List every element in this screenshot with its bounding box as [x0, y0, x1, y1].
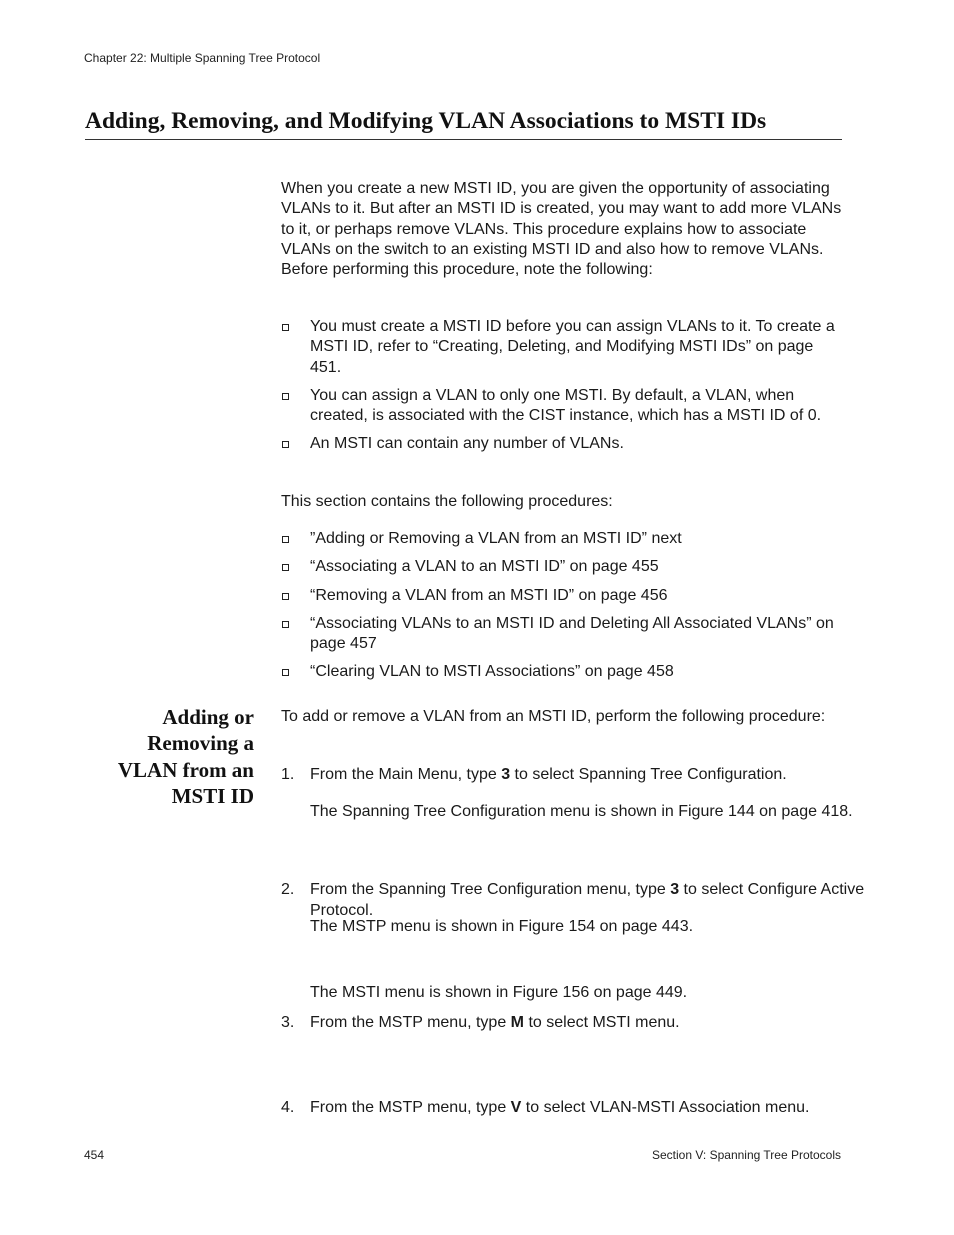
step-3-note: The MSTI menu is shown in Figure 156 on page 449.	[310, 984, 688, 1001]
footer-section: Section V: Spanning Tree Protocols	[652, 1148, 841, 1162]
subsection-intro-block	[281, 707, 843, 727]
intro-block	[281, 179, 843, 280]
step-4: 4. From the MSTP menu, type V to select VLAN-MSTI Association menu.	[281, 1099, 810, 1117]
step-2: 2. From the Spanning Tree Configuration menu, type 3 to select Configure Active Protocol.	[281, 881, 865, 919]
checkbox-bullet-icon	[282, 393, 289, 400]
step-2-note: The MSTP menu is shown in Figure 154 on page 443.	[310, 918, 694, 935]
step-1-note: The Spanning Tree Configuration menu is shown in Figure 144 on page 418.	[310, 803, 853, 820]
menu-key: 3	[501, 766, 511, 783]
checkbox-bullet-icon	[282, 441, 289, 448]
list-item: An MSTI can contain any number of VLANs.	[281, 434, 843, 454]
procedure-link[interactable]: “Associating a VLAN to an MSTI ID” on page 455	[281, 557, 843, 577]
checkbox-bullet-icon	[282, 669, 289, 676]
step-1: 1. From the Main Menu, type 3 to select Spanning Tree Configuration.	[281, 766, 787, 783]
running-header: Chapter 22: Multiple Spanning Tree Protocol	[84, 51, 321, 65]
procedures-intro-block	[281, 492, 843, 512]
procedure-link[interactable]: “Removing a VLAN from an MSTI ID” on page 456	[281, 586, 843, 606]
menu-key: V	[510, 1099, 522, 1117]
list-item: You must create a MSTI ID before you can assign VLANs to it. To create a MSTI ID, refer to “Creating, Deleting, and Modifying MSTI IDs” on page 451.	[281, 317, 843, 378]
menu-key: M	[510, 1013, 524, 1031]
page-number: 454	[84, 1148, 105, 1162]
checkbox-bullet-icon	[282, 324, 289, 331]
checkbox-bullet-icon	[282, 621, 289, 628]
procedure-link[interactable]: ”Adding or Removing a VLAN from an MSTI ID” next	[281, 529, 843, 549]
procedures-list	[281, 529, 843, 691]
notes-list	[281, 317, 843, 463]
checkbox-bullet-icon	[282, 593, 289, 600]
subsection-title: Adding or Removing a VLAN from an MSTI ID	[117, 705, 254, 808]
section-title: Adding, Removing, and Modifying VLAN Associations to MSTI IDs	[85, 108, 842, 140]
procedures-intro: This section contains the following procedures:	[281, 493, 613, 510]
subsection-intro: To add or remove a VLAN from an MSTI ID, perform the following procedure:	[281, 708, 826, 725]
step-3: 3. From the MSTP menu, type M to select MSTI menu.	[281, 1013, 680, 1031]
procedure-link[interactable]: “Associating VLANs to an MSTI ID and Deleting All Associated VLANs” on page 457	[281, 614, 843, 655]
checkbox-bullet-icon	[282, 564, 289, 571]
checkbox-bullet-icon	[282, 536, 289, 543]
procedure-link[interactable]: “Clearing VLAN to MSTI Associations” on page 458	[281, 662, 843, 682]
list-item: You can assign a VLAN to only one MSTI. By default, a VLAN, when created, is associated with the CIST instance, which has a MSTI ID of 0.	[281, 386, 843, 427]
menu-key: 3	[670, 881, 680, 899]
intro-paragraph: When you create a new MSTI ID, you are given the opportunity of associating VLANs to it. But after an MSTI ID is created, you may want to add more VLANs to it, or perhaps remove VLANs. This procedure explains how to associate VLANs on the switch to an existing MSTI ID and also how to remove VLANs. Before performing this procedure, note the following:	[281, 180, 842, 279]
